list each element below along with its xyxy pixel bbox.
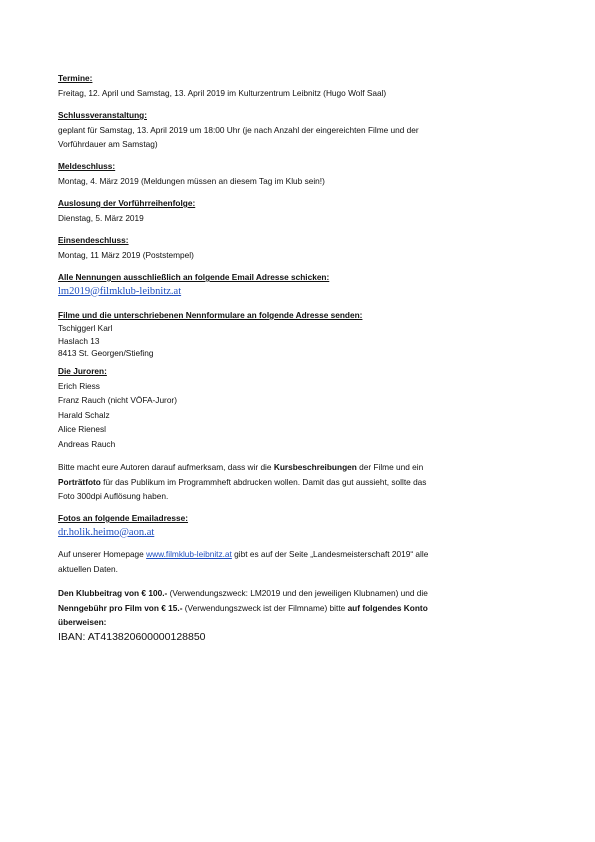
section-termine xyxy=(58,71,538,100)
einsendeschluss-label: Einsendeschluss: xyxy=(58,235,129,245)
klubbeitrag-line2 xyxy=(58,601,538,616)
nennungen-label: Alle Nennungen ausschließlich an folgende Email Adresse schicken: xyxy=(58,272,330,282)
klubbeitrag-text: (Verwendungszweck ist der Filmname) bitte xyxy=(182,602,348,613)
iban-text: IBAN: AT413820600000128850 xyxy=(58,630,206,643)
homepage-text: gibt es auf der Seite „Landesmeisterschaft 2019“ alle xyxy=(231,549,429,559)
section-einsendeschluss xyxy=(58,233,538,262)
autoren-text: der Filme und ein xyxy=(356,462,424,472)
homepage-line2: aktuellen Daten. xyxy=(58,563,118,574)
juror-name: Andreas Rauch xyxy=(58,438,116,449)
konto-bold: auf folgendes Konto xyxy=(347,602,428,613)
klubbeitrag-text: (Verwendungszweck: LM2019 und den jeweiligen Klubnamen) und die xyxy=(167,588,428,598)
section-nennungen xyxy=(58,270,538,299)
autoren-text: Bitte macht eure Autoren darauf aufmerksam, dass wir die xyxy=(58,462,274,472)
nenngebuehr-bold: Nenngebühr pro Film von € 15.- xyxy=(58,602,183,613)
section-fotos xyxy=(58,511,538,540)
klubbeitrag-line3: überweisen: xyxy=(58,617,107,627)
schluss-line2: Vorführdauer am Samstag) xyxy=(58,139,158,149)
section-meldeschluss xyxy=(58,159,538,188)
fotos-email-link[interactable]: dr.holik.heimo@aon.at xyxy=(58,526,155,538)
juroren-label: Die Juroren: xyxy=(58,366,107,376)
portraetfoto-bold: Porträtfoto xyxy=(58,476,101,487)
meldeschluss-label: Meldeschluss: xyxy=(58,161,116,171)
adresse-name: Tschiggerl Karl xyxy=(58,323,113,333)
juror-name: Franz Rauch (nicht VÖFA-Juror) xyxy=(58,395,177,405)
section-klubbeitrag xyxy=(58,586,538,645)
fotos-label: Fotos an folgende Emailadresse: xyxy=(58,513,189,523)
einsendeschluss-text: Montag, 11 März 2019 (Poststempel) xyxy=(58,249,194,260)
kursbeschreibungen-bold: Kursbeschreibungen xyxy=(273,462,357,472)
schluss-label: Schlussveranstaltung: xyxy=(58,110,147,120)
auslosung-text: Dienstag, 5. März 2019 xyxy=(58,212,144,223)
section-autoren-hinweis xyxy=(58,460,538,504)
section-schlussveranstaltung xyxy=(58,108,538,152)
auslosung-label: Auslosung der Vorführreihenfolge: xyxy=(58,198,196,208)
termine-text: Freitag, 12. April und Samstag, 13. April 2019 im Kulturzentrum Leibnitz (Hugo Wolf Saal) xyxy=(58,87,387,98)
autoren-line1 xyxy=(58,460,538,475)
section-homepage xyxy=(58,547,538,576)
adresse-street: Haslach 13 xyxy=(58,335,100,346)
homepage-line1 xyxy=(58,547,538,562)
juror-name: Harald Schalz xyxy=(58,409,110,420)
klubbeitrag-bold: Den Klubbeitrag von € 100.- xyxy=(58,588,168,598)
nennungen-email-link[interactable]: lm2019@filmklub-leibnitz.at xyxy=(58,285,182,297)
schluss-line1: geplant für Samstag, 13. April 2019 um 18:00 Uhr (je nach Anzahl der eingereichten Filme und der xyxy=(58,124,419,135)
juror-name: Alice Rienesl xyxy=(58,424,106,434)
section-adresse xyxy=(58,309,538,360)
section-auslosung xyxy=(58,196,538,225)
autoren-text: für das Publikum im Programmheft abdrucken wollen. Damit das gut aussieht, sollte das xyxy=(100,476,427,487)
termine-label: Termine: xyxy=(58,73,93,83)
klubbeitrag-line1 xyxy=(58,586,538,601)
adresse-city: 8413 St. Georgen/Stiefing xyxy=(58,348,154,358)
meldeschluss-text: Montag, 4. März 2019 (Meldungen müssen an diesem Tag im Klub sein!) xyxy=(58,175,325,186)
juror-name: Erich Riess xyxy=(58,380,100,391)
homepage-text: Auf unserer Homepage xyxy=(58,549,147,559)
adresse-label: Filme und die unterschriebenen Nennformulare an folgende Adresse senden: xyxy=(58,310,363,320)
autoren-line3: Foto 300dpi Auflösung haben. xyxy=(58,491,169,501)
section-juroren xyxy=(58,364,538,451)
autoren-line2 xyxy=(58,475,538,490)
homepage-link[interactable]: www.filmklub-leibnitz.at xyxy=(146,549,232,559)
